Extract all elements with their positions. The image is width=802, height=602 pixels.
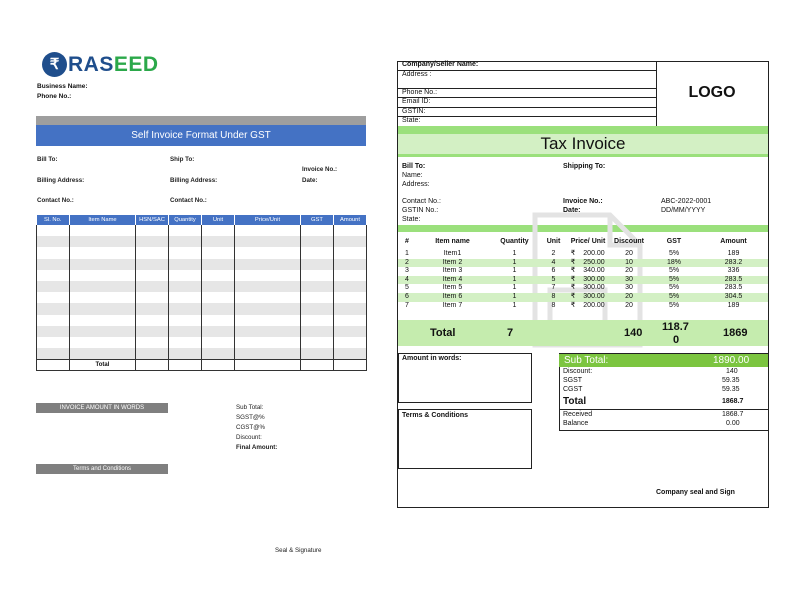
received-label: Received [563,411,593,418]
table-row [398,267,768,276]
cell: 20 [625,301,633,309]
cell: 1 [512,301,517,309]
summary-value: 140 [726,368,738,375]
cell: ₹ [570,250,576,257]
ship-contact-no-label: Contact No.: [170,197,207,204]
ship-to-label: Ship To: [170,156,195,163]
cell: Item 5 [442,284,463,292]
grand-total-label: Total [563,396,587,407]
summary-label: CGST [563,386,583,393]
discount-label: Discount: [236,434,262,441]
terms-box: Terms and Conditions [36,464,168,474]
cell: 4 [398,276,416,285]
cell: 340.00 [583,267,605,275]
total-discount: 140 [624,327,643,339]
bill-address-label: Address: [402,181,430,188]
left-col-header: Item Name [70,215,136,225]
rupee-logo-icon: ₹ [42,52,67,77]
tax-invoice-title: Tax Invoice [398,134,768,154]
cell: Item 3 [442,267,463,275]
left-items-table [36,215,367,371]
date-value: DD/MM/YYYY [661,207,706,214]
cell: 1 [405,250,409,257]
logo-text-accent: EED [113,53,159,76]
amount-in-words-label: Amount in words: [402,355,462,362]
received-value: 1868.7 [722,411,744,418]
summary-value: 59.35 [722,377,740,384]
cell: 30 [625,284,633,292]
cell: 283.5 [724,284,743,292]
cell: 5% [649,293,699,302]
right-col-header: Item name [435,237,470,245]
cell: 283.2 [699,259,768,268]
shipping-to-label: Shipping To: [563,163,606,170]
cell: 300.00 [583,284,605,292]
billing-address-label: Billing Address: [37,177,85,184]
right-col-header: GST [666,237,682,245]
table-row [398,276,768,285]
divider [398,97,656,98]
cell: ₹ [567,293,579,302]
table-row [37,270,367,281]
logo-placeholder: LOGO [688,84,736,101]
cell: 250.00 [579,259,609,268]
sub-total-label: Sub Total: [236,404,264,411]
bill-to-label: Bill To: [402,163,426,170]
cell: 5 [540,276,567,285]
invoice-no-value: ABC-2022-0001 [661,198,712,205]
business-name-label: Business Name: [37,83,88,90]
cell: 200.00 [583,250,605,257]
table-row [398,284,768,293]
balance-value: 0.00 [726,420,740,427]
shipping-billing-address-label: Billing Address: [170,177,218,184]
left-col-header: Price/Unit [235,215,301,225]
cell: 1 [512,267,517,275]
table-row [37,292,367,303]
cell: ₹ [567,276,579,285]
left-total-label: Total [70,359,136,370]
right-col-header: Discount [614,237,644,245]
table-row [37,225,367,236]
cell: 189 [727,301,740,309]
cell: 2 [398,259,416,268]
contact-no-label: Contact No.: [402,198,441,205]
sgst-label: SGST@% [236,414,265,421]
cell: 5% [649,276,699,285]
table-row [398,293,768,302]
left-col-header: GST [301,215,334,225]
terms-label: Terms & Conditions [402,412,468,419]
right-col-header: Price/ Unit [570,237,606,245]
cell: 1 [489,259,540,268]
cell: 1 [512,284,517,292]
green-band [398,126,768,134]
contact-no-label: Contact No.: [37,197,74,204]
right-col-header: # [405,237,409,245]
sub-total-label: Sub Total: [564,355,609,366]
cell: 8 [540,293,567,302]
table-row [398,250,768,259]
total-label: Total [430,327,456,339]
cell: 7 [551,284,556,292]
cell: 304.5 [699,293,768,302]
table-row [37,315,367,326]
left-col-header: Amount [334,215,367,225]
cell: 300.00 [579,293,609,302]
table-row [37,303,367,314]
right-col-header: Amount [720,237,747,245]
total-gst-line2: 0 [673,334,680,346]
date-label: Date: [563,207,581,214]
phone-label: Phone No.: [402,89,438,96]
left-total-row [37,359,367,370]
grand-total-value: 1868.7 [722,398,744,405]
left-title: Self Invoice Format Under GST [36,125,366,146]
name-label: Name: [402,172,423,179]
gstin-no-label: GSTIN No.: [402,207,439,214]
divider [559,409,768,410]
cell: 1 [512,250,517,257]
cell: 6 [551,267,556,275]
left-col-header: Sl. No. [37,215,70,225]
table-row [37,326,367,337]
total-gst-line1: 118.7 [662,321,689,333]
table-row [398,302,768,311]
cell: 5% [668,284,680,292]
logo-divider [656,61,657,126]
cell: 10 [609,259,649,268]
invoice-no-label: Invoice No.: [563,198,603,205]
table-row [37,348,367,359]
gstin-label: GSTIN: [402,108,426,115]
right-items-table [398,232,768,310]
logo-text-main: RAS [68,53,114,76]
invoice-amount-words-box: INVOICE AMOUNT IN WORDS [36,403,168,413]
cell: 200.00 [583,301,605,309]
left-col-header: HSN/SAC [136,215,169,225]
table-row [398,259,768,268]
left-col-header: Unit [202,215,235,225]
cell: 283.5 [699,276,768,285]
company-seal-label: Company seal and Sign [656,489,735,496]
table-row [37,281,367,292]
left-col-header: Quantity [169,215,202,225]
right-col-header: Unit [546,237,561,245]
cell: 5 [405,284,409,292]
address-label: Address : [402,71,432,78]
cell: 189 [727,250,740,257]
table-row [37,236,367,247]
cell: 300.00 [579,276,609,285]
cell: 3 [405,267,409,275]
cell: Item 2 [416,259,489,268]
company-name-label: Company/Seller Name: [402,61,479,68]
sub-total-value: 1890.00 [713,355,750,366]
cell: ₹ [570,284,576,292]
cell: 8 [551,301,556,309]
cell: 5% [668,250,680,257]
total-quantity: 7 [507,327,514,339]
cell: 1 [489,276,540,285]
invoice-no-label: Invoice No.: [302,166,338,173]
divider [398,70,656,71]
cell: 20 [609,293,649,302]
bill-to-label: Bill To: [37,156,58,163]
cell: 18% [649,259,699,268]
title-top-band [36,116,366,125]
cgst-label: CGST@% [236,424,265,431]
cell: 20 [625,250,633,257]
state-label: State: [402,117,421,124]
cell: Item 7 [442,301,463,309]
cell: 1 [489,293,540,302]
table-row [37,337,367,348]
summary-label: SGST [563,377,583,384]
date-label: Date: [302,177,318,184]
cell: 336 [727,267,740,275]
cell: Item1 [443,250,462,257]
cell: ₹ [570,301,576,309]
seal-signature-label: Seal & Signature [275,547,322,554]
right-col-header: Quantity [500,237,529,245]
cell: 5% [668,301,680,309]
cell: ₹ [570,267,576,275]
table-row [37,259,367,270]
cell: 4 [540,259,567,268]
cell: Item 4 [416,276,489,285]
cell: 20 [625,267,633,275]
state-label-2: State: [402,216,421,223]
cell: 5% [668,267,680,275]
balance-label: Balance [563,420,589,427]
email-label: Email ID: [402,98,431,105]
cell: 7 [405,301,409,309]
cell: 6 [398,293,416,302]
cell: Item 6 [416,293,489,302]
divider [398,116,656,117]
summary-value: 59.35 [722,386,740,393]
final-amount-label: Final Amount: [236,444,278,451]
cell: 2 [551,250,556,257]
table-row [37,247,367,258]
cell: ₹ [567,259,579,268]
green-band [398,154,768,157]
summary-label: Discount: [563,368,593,375]
phone-label: Phone No.: [37,93,72,100]
raseed-logo [68,52,159,77]
divider [398,107,656,108]
total-amount: 1869 [723,327,748,339]
cell: 30 [609,276,649,285]
